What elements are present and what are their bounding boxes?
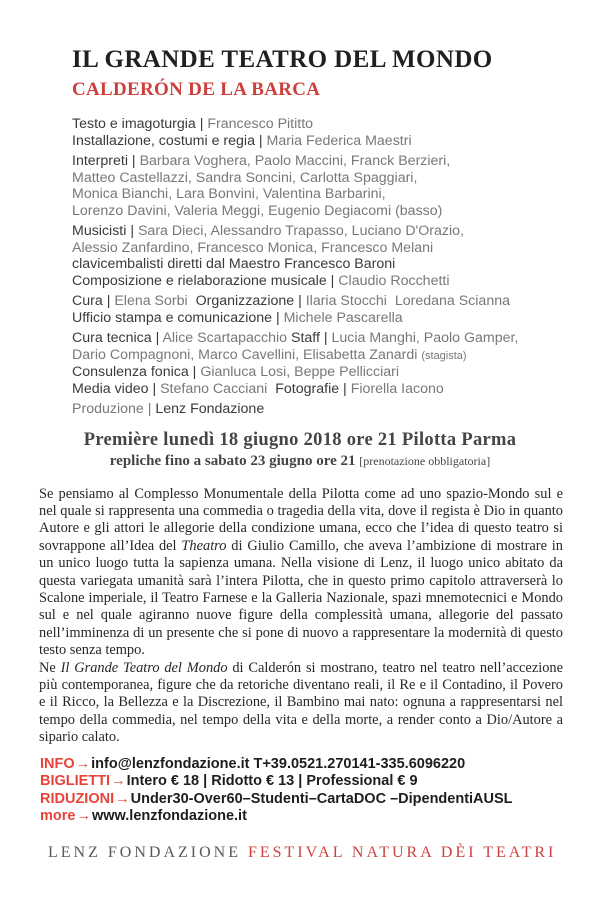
credit-role-label: Media video | xyxy=(72,380,161,397)
info-label: RIDUZIONI xyxy=(40,790,115,807)
description xyxy=(39,486,563,747)
credit-names: Francesco Pititto xyxy=(207,116,314,132)
credit-role-label: Testo e imagoturgia | xyxy=(72,116,208,132)
paragraph-text: Se pensiamo al Complesso Monumentale della Pilotta come ad uno spazio-Mondo sul e nel quale si rappresenta una commedia o tragedia della vita, dove il regista è Dio in quanto Autore e gli attori le allegorie della condizione umana, ecco che l’idea di questo teatro si sovrappone all’Idea del xyxy=(39,485,563,554)
work-title-italic: Il Grande Teatro del Mondo xyxy=(60,659,228,676)
info-contact-value: info@lenzfondazione.it T+39.0521.270141-335.6096220 xyxy=(91,755,466,772)
credit-names: Maria Federica Maestri xyxy=(266,132,412,149)
website-value: www.lenzfondazione.it xyxy=(91,808,247,825)
credit-names: Michele Pascarella xyxy=(283,309,403,326)
credit-line xyxy=(72,240,574,257)
credit-names: Fiorella Iacono xyxy=(350,380,444,397)
credit-line xyxy=(72,273,574,290)
credit-line xyxy=(72,347,574,365)
credits-block xyxy=(72,116,574,418)
credit-names: Gianluca Losi, Beppe Pellicciari xyxy=(200,364,400,380)
info-label: BIGLIETTI xyxy=(40,773,111,790)
credit-line xyxy=(72,330,574,347)
credit-role-label: Composizione e rielaborazione musicale | xyxy=(72,272,339,289)
info-line-contact xyxy=(40,756,600,774)
credit-line xyxy=(72,364,574,381)
credit-line xyxy=(72,293,574,310)
arrow-icon: → xyxy=(115,790,130,807)
author-subtitle: CALDERÓN DE LA BARCA xyxy=(72,79,321,100)
credit-line xyxy=(72,170,574,187)
footer-brand: LENZ FONDAZIONE xyxy=(48,843,241,861)
work-title-italic: Theatro xyxy=(181,537,227,554)
credit-role-label: Cura | xyxy=(72,293,115,309)
credit-line xyxy=(72,133,574,150)
credit-names: Barbara Voghera, Paolo Maccini, Franck Berzieri, xyxy=(139,153,451,169)
premiere-date: Première lunedì 18 giugno 2018 ore 21 Pilotta Parma xyxy=(83,429,517,450)
credit-role-label: Staff | xyxy=(290,330,332,346)
premiere-replicas-text: repliche fino a sabato 23 giugno ore 21 xyxy=(109,452,360,469)
credit-role-label: Ufficio stampa e comunicazione | xyxy=(72,309,284,326)
info-block xyxy=(40,756,600,826)
credit-role-label: Fotografie | xyxy=(267,380,351,397)
credit-names: Lenz Fondazione xyxy=(155,401,265,417)
credit-names: Dario Compagnoni, Marco Cavellini, Elisabetta Zanardi xyxy=(72,346,422,363)
credit-line xyxy=(72,203,574,220)
ticket-prices-value: Intero € 18 | Ridotto € 13 | Professional € 9 xyxy=(126,773,418,790)
credit-line xyxy=(72,116,574,133)
page-title: IL GRANDE TEATRO DEL MONDO xyxy=(72,46,493,73)
credit-line xyxy=(72,256,574,273)
info-label: INFO xyxy=(40,755,75,772)
credit-role-label: Cura tecnica | xyxy=(72,330,163,346)
paragraph-text: Ne xyxy=(39,659,61,676)
body-paragraph xyxy=(39,660,563,747)
header xyxy=(0,0,600,101)
info-line-tickets xyxy=(40,773,600,791)
credit-role-label: Interpreti | xyxy=(72,153,140,169)
discounts-value: Under30-Over60–Studenti–CartaDOC –DipendentiAUSL xyxy=(130,790,513,807)
credit-line xyxy=(72,381,574,398)
premiere-block xyxy=(0,429,600,470)
credit-role-label: Installazione, costumi e regia | xyxy=(72,132,267,149)
credit-names: Claudio Rocchetti xyxy=(338,272,450,289)
footer-festival: FESTIVAL NATURA DÈI TEATRI xyxy=(247,843,557,861)
body-paragraph xyxy=(39,486,563,660)
credit-names: Stefano Cacciani xyxy=(160,380,268,397)
credit-names: Monica Bianchi, Lara Bonvini, Valentina Barbarini, xyxy=(72,186,386,202)
info-label: more xyxy=(40,808,76,825)
credit-line xyxy=(72,153,574,170)
paragraph-text: di Giulio Camillo, che aveva l’ambizione di mostrare in un unico luogo tutta la sapienza umana. Nella visione di Lenz, il luogo unico abitato da questa variegata umanità sarà l’intera Pilotta, che in questo primo capitolo attraverserà lo Scalone imperiale, il Teatro Farnese e la Galleria Nazionale, spazi mnemotecnici e Mondo sul e nel quale agiranno nuove figure della complessità umana, allegorie del passato nell’imminenza di un presente che si pone di nuovo a rappresentare la modernità di questo testo senza tempo. xyxy=(39,537,563,659)
credit-names: Alessio Zanfardino, Francesco Monica, Francesco Melani xyxy=(72,239,434,256)
credit-line xyxy=(72,223,574,240)
credit-line xyxy=(72,401,574,418)
premiere-replicas xyxy=(0,452,600,470)
credit-names: Lorenzo Davini, Valeria Meggi, Eugenio Degiacomi (basso) xyxy=(72,202,443,219)
credit-role-label: Organizzazione | xyxy=(187,293,306,309)
credit-line xyxy=(72,186,574,203)
stagista-note: (stagista) xyxy=(421,349,467,362)
credit-names: Alice Scartapacchio xyxy=(162,330,291,346)
info-line-website xyxy=(40,808,600,826)
booking-note: [prenotazione obbligatoria] xyxy=(359,453,491,468)
credit-role-label: clavicembalisti diretti dal Maestro Francesco Baroni xyxy=(72,256,396,272)
credit-names: Matteo Castellazzi, Sandra Soncini, Carlotta Spaggiari, xyxy=(72,169,418,186)
credit-names: Ilaria Stocchi Loredana Scianna xyxy=(305,293,510,309)
arrow-icon: → xyxy=(75,755,91,772)
footer xyxy=(48,843,600,863)
arrow-icon: → xyxy=(111,773,126,790)
credit-role-label: Consulenza fonica | xyxy=(72,364,201,380)
arrow-icon: → xyxy=(76,808,91,825)
info-line-discounts xyxy=(40,791,600,809)
credit-names: Lucia Manghi, Paolo Gamper, xyxy=(331,330,519,346)
paragraph-text: di Calderón si mostrano, teatro nel teatro nell’accezione più contemporanea, figure che da retoriche diventano reali, il Re e il Contadino, il Povero e il Ricco, la Bellezza e la Discrezione, il Bambino mai nato: ognuna a rappresentarsi nel tempo della commedia, nel tempo della vita e della morte, a render conto a Dio/Autore a sipario calato. xyxy=(39,659,563,746)
credit-role-label: Musicisti | xyxy=(72,223,138,239)
credit-names: Sara Dieci, Alessandro Trapasso, Luciano D'Orazio, xyxy=(137,223,464,239)
credit-line xyxy=(72,310,574,327)
credit-role-label: Produzione | xyxy=(72,401,156,417)
credit-names: Elena Sorbi xyxy=(114,293,188,309)
